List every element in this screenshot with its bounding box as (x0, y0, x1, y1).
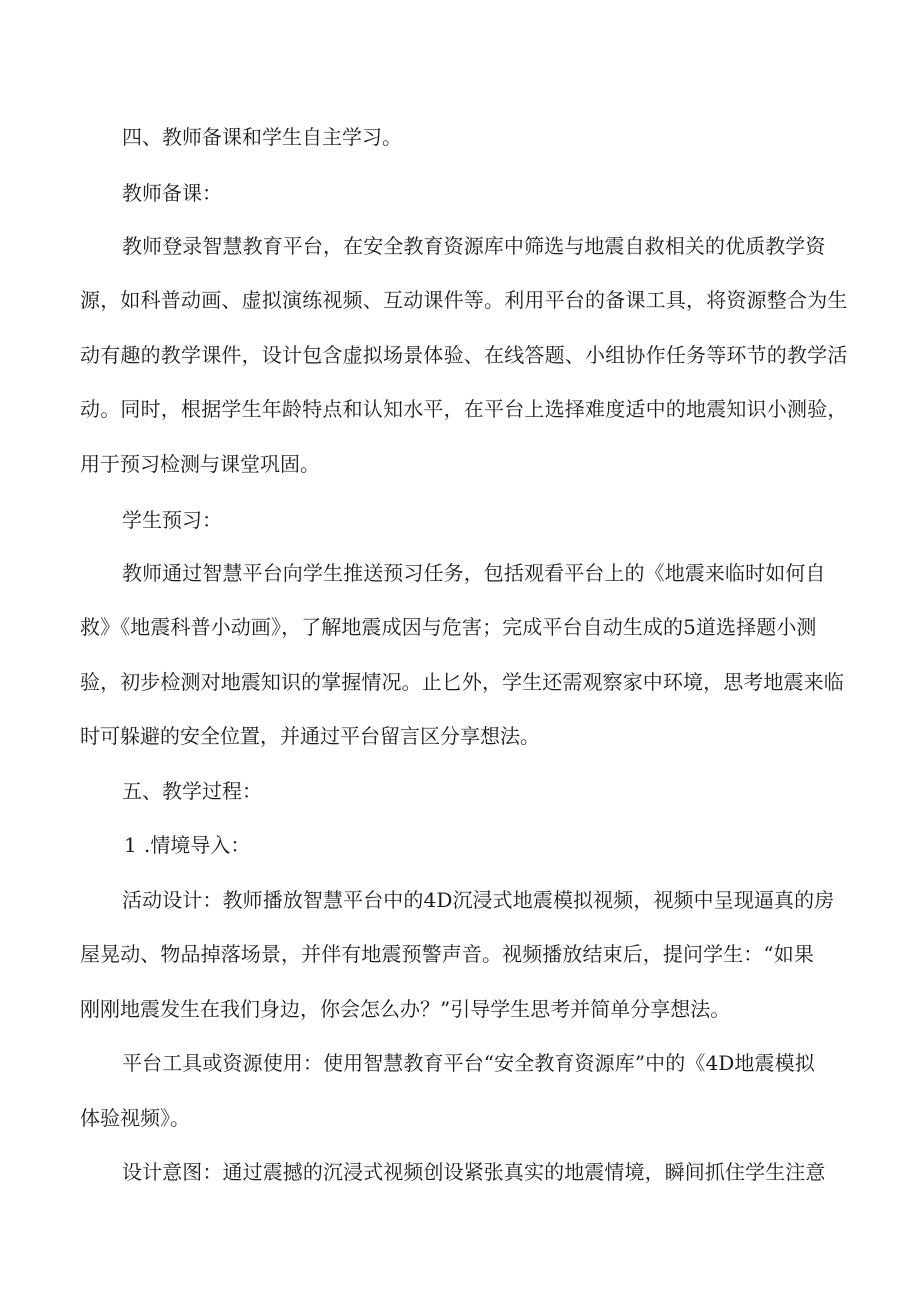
paragraph-line-text: 用于预习检测与课堂巩固。 (80, 452, 320, 476)
paragraph-line-text: 时可躲避的安全位置，并通过平台留言区分享想法。 (80, 724, 540, 748)
paragraph-line-text: 动有趣的教学课件，设计包含虚拟场景体验、在线答题、小组协作任务等环节的教学活 (80, 343, 848, 367)
section-4-heading-text: 四、教师备课和学生自主学习。 (122, 125, 402, 149)
paragraph-line-text: 刚刚地震发生在我们身边，你会怎么办？”引导学生思考并简单分享想法。 (80, 997, 731, 1021)
paragraph-line-text: 验，初步检测对地震知识的掌握情况。止匕外，学生还需观察家中环境，思考地震来临 (80, 670, 844, 694)
paragraph-line-text: 活动设计：教师播放智慧平台中的4D沉浸式地震模拟视频，视频中呈现逼真的房 (122, 888, 835, 912)
paragraph-line-text: 体验视频》。 (80, 1106, 190, 1130)
student-preview-label-text: 学生预习： (122, 508, 222, 532)
teacher-prep-label-text: 教师备课： (122, 181, 222, 205)
paragraph-line-text: 救》《地震科普小动画》，了解地震成因与危害；完成平台自动生成的5道选择题小测 (80, 615, 817, 639)
paragraph-line-text: 源，如科普动画、虚拟演练视频、互动课件等。利用平台的备课工具，将资源整合为生 (80, 288, 848, 312)
paragraph-line-text: 动。同时，根据学生年龄特点和认知水平，在平台上选择难度适中的地震知识小测验， (80, 397, 848, 421)
subsection-1-label: .情境导入： (144, 833, 251, 857)
paragraph-line-text: 教师登录智慧教育平台，在安全教育资源库中筛选与地震自救相关的优质教学资 (122, 234, 826, 258)
paragraph-line-text: 设计意图：通过震撼的沉浸式视频创设紧张真实的地震情境，瞬间抓住学生注意 (122, 1160, 826, 1184)
paragraph-line-text: 教师通过智慧平台向学生推送预习任务，包括观看平台上的《地震来临时如何自 (122, 561, 826, 585)
paragraph-line-text: 平台工具或资源使用：使用智慧教育平台“安全教育资源库”中的《4D地震模拟 (122, 1051, 815, 1075)
paragraph-line-text: 屋晃动、物品掉落场景，并伴有地震预警声音。视频播放结束后，提问学生：“如果 (80, 942, 814, 966)
section-5-heading-text: 五、教学过程： (122, 779, 262, 803)
subsection-1-number: 1 (124, 833, 137, 857)
